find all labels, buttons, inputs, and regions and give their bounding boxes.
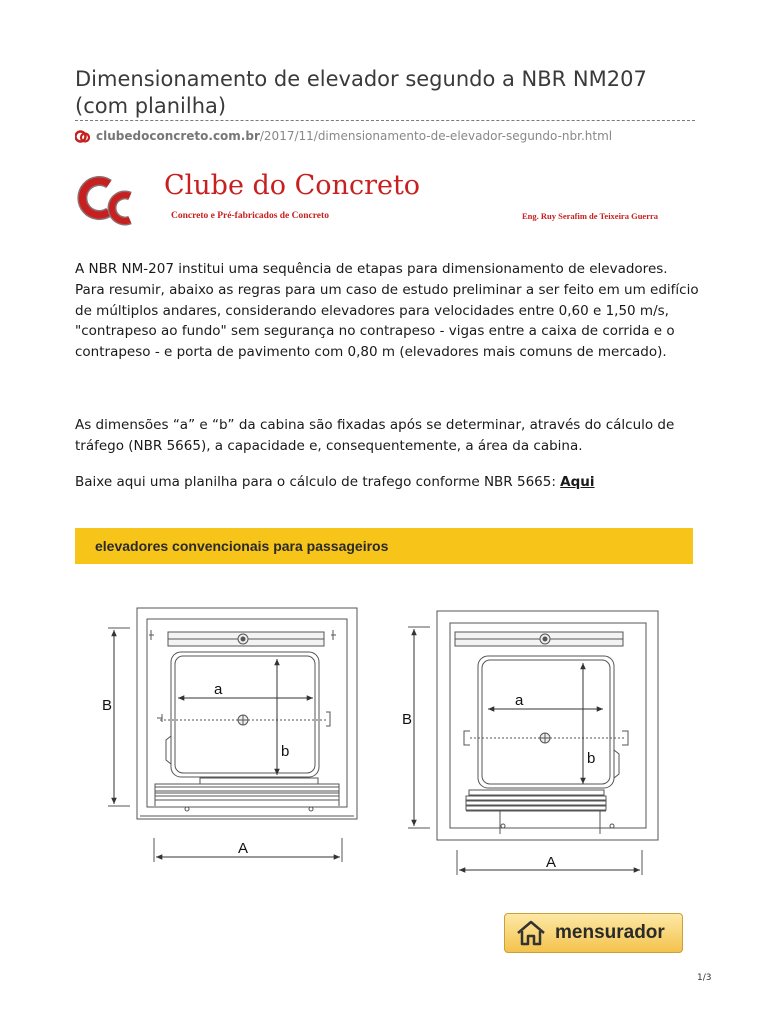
page-title: Dimensionamento de elevador segundo a NBR NM207 (com planilha) bbox=[75, 67, 647, 118]
left-dim-a: a bbox=[214, 681, 223, 698]
source-url[interactable] bbox=[75, 129, 612, 143]
page-number: 1/3 bbox=[697, 973, 712, 983]
title-divider bbox=[75, 120, 695, 121]
source-domain[interactable]: clubedoconcreto.com.br bbox=[96, 129, 260, 143]
banner-subtitle: Concreto e Pré-fabricados de Concreto bbox=[171, 211, 329, 221]
clube-logo-icon bbox=[75, 170, 135, 230]
source-path[interactable]: /2017/11/dimensionamento-de-elevador-segundo-nbr.html bbox=[259, 129, 613, 143]
left-dim-A: A bbox=[238, 840, 249, 857]
site-logo-icon bbox=[75, 130, 90, 143]
right-dim-A: A bbox=[546, 854, 557, 871]
left-elevator-plan bbox=[108, 608, 357, 862]
house-icon bbox=[515, 919, 547, 947]
download-link[interactable]: Aqui bbox=[560, 474, 595, 490]
figure-header-label: elevadores convencionais para passageiros bbox=[95, 538, 389, 554]
right-dim-a: a bbox=[515, 692, 524, 709]
mensurador-button[interactable] bbox=[504, 913, 683, 953]
clube-do-concreto-banner bbox=[75, 165, 695, 235]
banner-author: Eng. Ruy Serafim de Teixeira Guerra bbox=[522, 211, 658, 221]
figure-header bbox=[75, 528, 693, 564]
left-dim-B: B bbox=[102, 697, 113, 714]
right-elevator-plan bbox=[408, 611, 658, 875]
download-paragraph bbox=[75, 472, 700, 493]
mensurador-label: mensurador bbox=[555, 922, 665, 943]
right-dim-B: B bbox=[402, 711, 413, 728]
intro-paragraph: A NBR NM-207 institui uma sequência de etapas para dimensionamento de elevadores. Para resumir, abaixo as regras para um caso de estudo preliminar a ser feito em um edifício de múltiplos andares, considerando elevadores para velocidades entre 0,60 e 1,50 m/s, "contrapeso ao fundo" sem segurança no contrapeso - vigas entre a caixa de corrida e o contrapeso - e porta de pavimento com 0,80 m (elevadores mais comuns de mercado). bbox=[75, 261, 699, 361]
cabin-dimensions-paragraph: As dimensões “a” e “b” da cabina são fixadas após se determinar, através do cálculo de tráfego (NBR 5665), a capacidade e, consequentemente, a área da cabina. bbox=[75, 417, 675, 454]
left-dim-b: b bbox=[281, 743, 290, 760]
download-text: Baixe aqui uma planilha para o cálculo de trafego conforme NBR 5665: bbox=[75, 474, 561, 490]
elevator-plan-drawings bbox=[0, 570, 768, 880]
right-dim-b: b bbox=[587, 750, 596, 767]
banner-title: Clube do Concreto bbox=[164, 170, 421, 201]
